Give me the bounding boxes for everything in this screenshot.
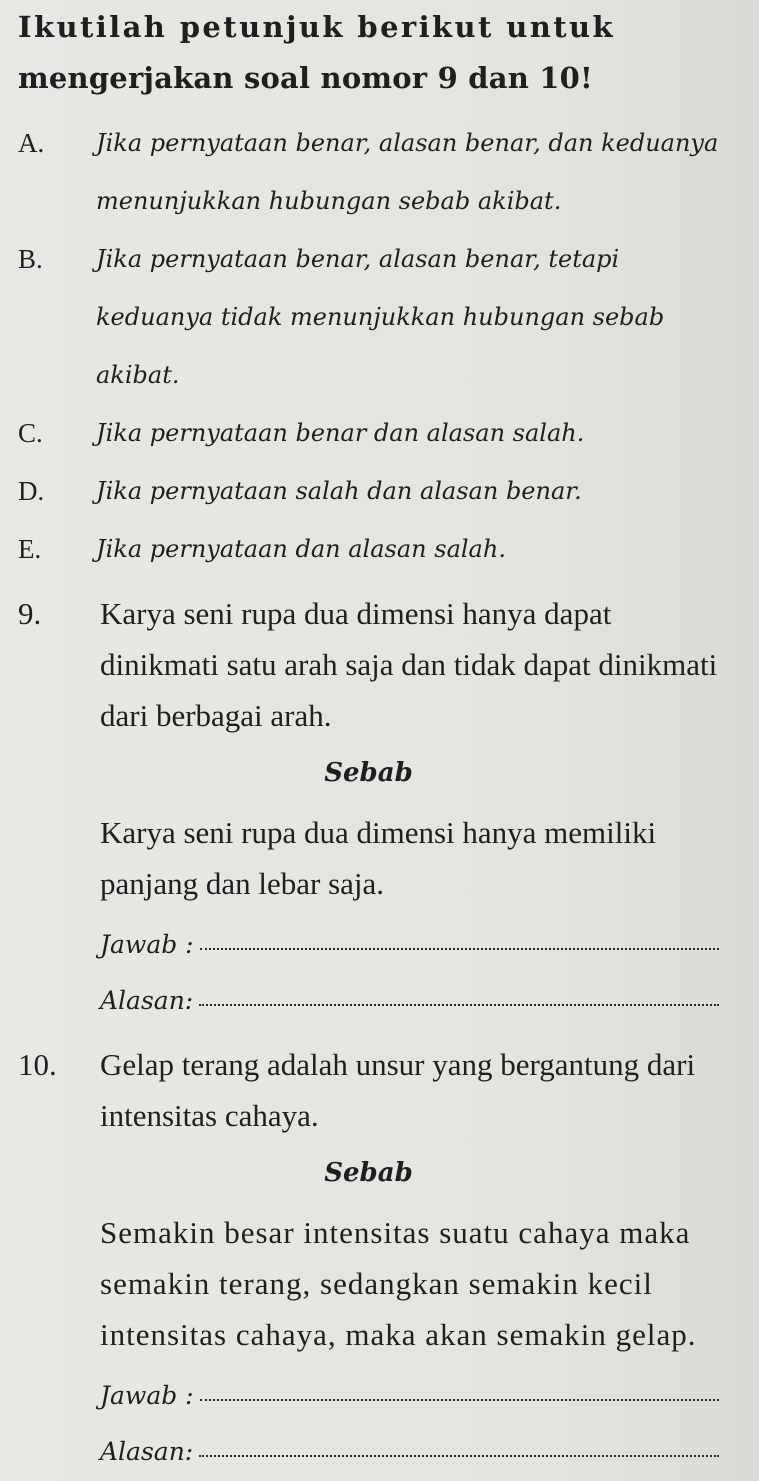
option-a (18, 114, 719, 230)
option-letter: D. (18, 476, 45, 506)
question-9 (18, 588, 719, 741)
option-letter: E. (18, 534, 42, 564)
reason-label: Alasan: (100, 1437, 194, 1466)
option-text: Jika pernyataan dan alasan salah. (96, 535, 506, 563)
question-number: 9. (18, 596, 42, 631)
connector-sebab: Sebab (324, 758, 413, 788)
option-text: Jika pernyataan benar, alasan benar, dan keduanya menunjukkan hubungan sebab akibat. (96, 129, 719, 215)
option-letter: A. (18, 128, 45, 158)
question-10 (18, 1039, 719, 1141)
option-c (18, 404, 719, 462)
question-reason: Semakin besar intensitas suatu cahaya maka semakin terang, sedangkan semakin kecil intensitas cahaya, maka akan semakin gelap. (100, 1215, 697, 1352)
answer-label: Jawab : (100, 1381, 194, 1410)
answer-line (18, 1368, 719, 1424)
question-statement: Gelap terang adalah unsur yang bergantung dari intensitas cahaya. (100, 1047, 696, 1133)
option-text: Jika pernyataan benar dan alasan salah. (96, 419, 585, 447)
reason-label: Alasan: (100, 986, 194, 1015)
instructions-header (18, 2, 719, 104)
reason-line (18, 973, 719, 1029)
answer-label: Jawab : (100, 930, 194, 959)
instructions-line-2: mengerjakan soal nomor 9 dan 10! (18, 61, 593, 95)
option-letter: C. (18, 418, 43, 448)
reason-blank[interactable] (199, 1003, 719, 1006)
answer-blank[interactable] (200, 947, 719, 950)
connector-sebab: Sebab (324, 1158, 413, 1188)
option-b (18, 230, 719, 404)
option-text: Jika pernyataan salah dan alasan benar. (96, 477, 582, 505)
reason-blank[interactable] (199, 1454, 719, 1457)
reason-line (18, 1424, 719, 1480)
option-text: Jika pernyataan benar, alasan benar, tetapi keduanya tidak menunjukkan hubungan sebab akibat. (96, 245, 665, 389)
instructions-line-1: Ikutilah petunjuk berikut untuk (18, 10, 616, 44)
question-reason: Karya seni rupa dua dimensi hanya memiliki panjang dan lebar saja. (100, 815, 657, 901)
question-number: 10. (18, 1047, 57, 1082)
option-e (18, 520, 719, 578)
answer-blank[interactable] (200, 1398, 719, 1401)
option-d (18, 462, 719, 520)
option-letter: B. (18, 244, 43, 274)
question-statement: Karya seni rupa dua dimensi hanya dapat dinikmati satu arah saja dan tidak dapat dinikmati dari berbagai arah. (100, 596, 718, 733)
answer-line (18, 917, 719, 973)
